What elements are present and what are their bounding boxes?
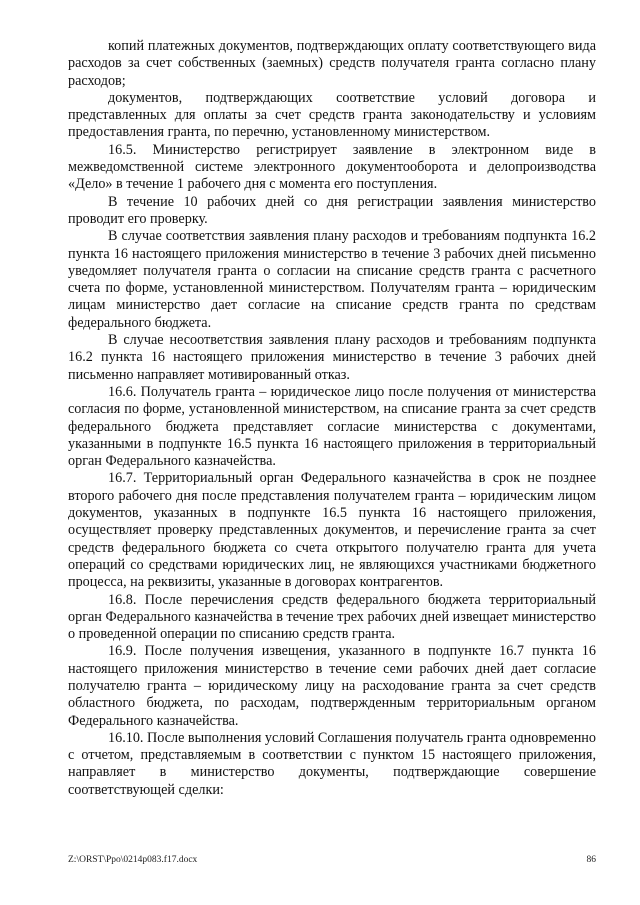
paragraph-16-6: 16.6. Получатель гранта – юридическое лицо после получения от министерства согласия по форме, установленной министерством, на списание гранта за счет средств федерального бюджета представляет согласие министерства с документами, указанными в подпункте 16.5 пункта 16 настоящего приложения в территориальный орган Федерального казначейства.: [68, 383, 596, 470]
paragraph-16-8: 16.8. После перечисления средств федерального бюджета территориальный орган Федерального казначейства в течение трех рабочих дней извещает министерство о проведенной операции по списанию средств гранта.: [68, 591, 596, 643]
paragraph-supporting-documents: документов, подтверждающих соответствие условий договора и представленных для оплаты за счет средств гранта законодательству и условиям предоставления гранта, по перечню, установленному министерством.: [68, 89, 596, 141]
paragraph-noncompliance-case: В случае несоответствия заявления плану расходов и требованиям подпункта 16.2 пункта 16 настоящего приложения министерство в течение 3 рабочих дней письменно направляет мотивированный отказ.: [68, 332, 596, 383]
paragraph-compliance-case: В случае соответствия заявления плану расходов и требованиям подпункта 16.2 пункта 16 настоящего приложения министерство в течение 3 рабочих дней письменно уведомляет получателя гранта о согласии на списание средств гранта с расчетного счета по форме, установленной министерством. Получателям гранта – юридическим лицам министерство дает согласие на списание средств гранта по средствам федерального бюджета.: [68, 228, 596, 331]
paragraph-16-10: 16.10. После выполнения условий Соглашения получатель гранта одновременно с отчетом, представляемым в соответствии с пунктом 15 настоящего приложения, направляет в министерство документы, подтверждающие совершение соответствующей сделки:: [68, 729, 596, 798]
paragraph-payment-copies: копий платежных документов, подтверждающих оплату соответствующего вида расходов за счет собственных (заемных) средств получателя гранта согласно плану расходов;: [68, 38, 596, 89]
paragraph-16-9: 16.9. После получения извещения, указанного в подпункте 16.7 пункта 16 настоящего приложения министерство в течение семи рабочих дней дает согласие получателю гранта – юридическому лицу на расходование гранта за счет средств областного бюджета, по расходам, подтвержденным территориальным органом Федерального казначейства.: [68, 643, 596, 729]
paragraph-review-period: В течение 10 рабочих дней со дня регистрации заявления министерство проводит его проверку.: [68, 193, 596, 227]
footer-file-path: Z:\ORST\Ppo\0214p083.f17.docx: [68, 855, 198, 865]
document-body: [68, 38, 596, 799]
page-footer: [68, 855, 596, 869]
footer-page-number: 86: [586, 855, 596, 865]
paragraph-16-5: 16.5. Министерство регистрирует заявление в электронном виде в межведомственной системе электронного документооборота и делопроизводства «Дело» в течение 1 рабочего дня с момента его поступления.: [68, 141, 596, 193]
paragraph-16-7: 16.7. Территориальный орган Федерального казначейства в срок не позднее второго рабочего дня после представления получателем гранта – юридическим лицом документов, указанных в подпункте 16.5 пункта 16 настоящего приложения, осуществляет проверку представленных документов, и перечисление гранта за счет средств федерального бюджета со счета открытого получателю гранта для учета операций со средствами юридических лиц, не являющихся участниками бюджетного процесса, на реквизиты, указанные в договорах контрагентов.: [68, 470, 596, 591]
